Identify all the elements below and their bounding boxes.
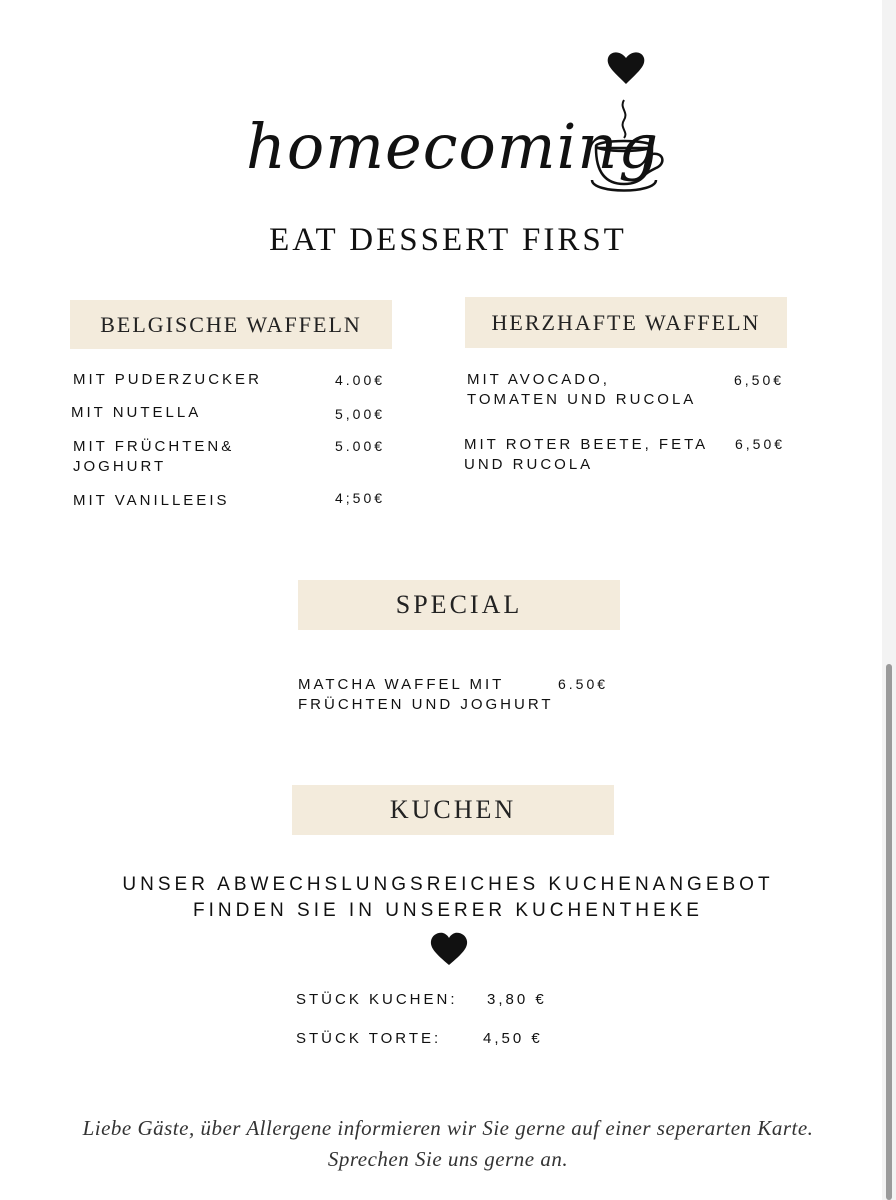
menu-item-name-cont: TOMATEN UND RUCOLA [467,391,697,408]
section-header-kuchen [292,785,614,835]
coffee-cup-icon [588,48,668,198]
cake-description-line: UNSER ABWECHSLUNGSREICHES KUCHENANGEBOT [122,874,774,895]
menu-item-name-cont: UND RUCOLA [464,456,594,473]
menu-item-price: 4;50€ [335,490,386,506]
scrollbar[interactable] [882,0,896,1200]
section-title-special: SPECIAL [395,590,523,619]
menu-item-name: MIT ROTER BEETE, FETA [464,436,709,453]
torte-piece-price: 4,50 € [483,1030,543,1047]
section-title-kuchen: KUCHEN [389,795,517,824]
cake-piece-price: 3,80 € [487,991,547,1008]
menu-item-name: MIT FRÜCHTEN& [73,438,235,455]
menu-item-name-cont: FRÜCHTEN UND JOGHURT [298,696,554,713]
logo-text: homecoming [246,110,660,183]
menu-item-price: 6,50€ [735,436,786,452]
tagline: EAT DESSERT FIRST [269,222,627,258]
menu-item-price: 6.50€ [558,676,609,692]
section-header-special [298,580,620,630]
section-header-belgian [70,300,392,349]
menu-item-price: 4.00€ [335,372,386,388]
menu-item-name: MIT NUTELLA [71,404,202,421]
footer-note-cont: Sprechen Sie uns gerne an. [327,1147,569,1171]
menu-item-price: 6,50€ [734,372,785,388]
menu-item-price: 5.00€ [335,438,386,454]
menu-item-name: MIT VANILLEEIS [73,492,230,509]
menu-item-name-cont: JOGHURT [73,458,167,475]
heart-icon [430,932,468,966]
menu-item-name: MIT PUDERZUCKER [73,371,262,388]
menu-item-name: MATCHA WAFFEL MIT [298,676,505,693]
torte-piece-label: STÜCK TORTE: [296,1030,442,1047]
menu-item-name: MIT AVOCADO, [467,371,610,388]
section-title-savory: HERZHAFTE WAFFELN [491,309,761,335]
footer-note: Liebe Gäste, über Allergene informieren wir Sie gerne auf einer seperarten Karte. [82,1116,814,1140]
section-title-belgian: BELGISCHE WAFFELN [100,311,362,337]
section-header-savory [465,297,787,348]
cake-description-line: FINDEN SIE IN UNSERER KUCHENTHEKE [193,900,703,921]
cake-piece-label: STÜCK KUCHEN: [296,991,458,1008]
menu-item-price: 5,00€ [335,406,386,422]
